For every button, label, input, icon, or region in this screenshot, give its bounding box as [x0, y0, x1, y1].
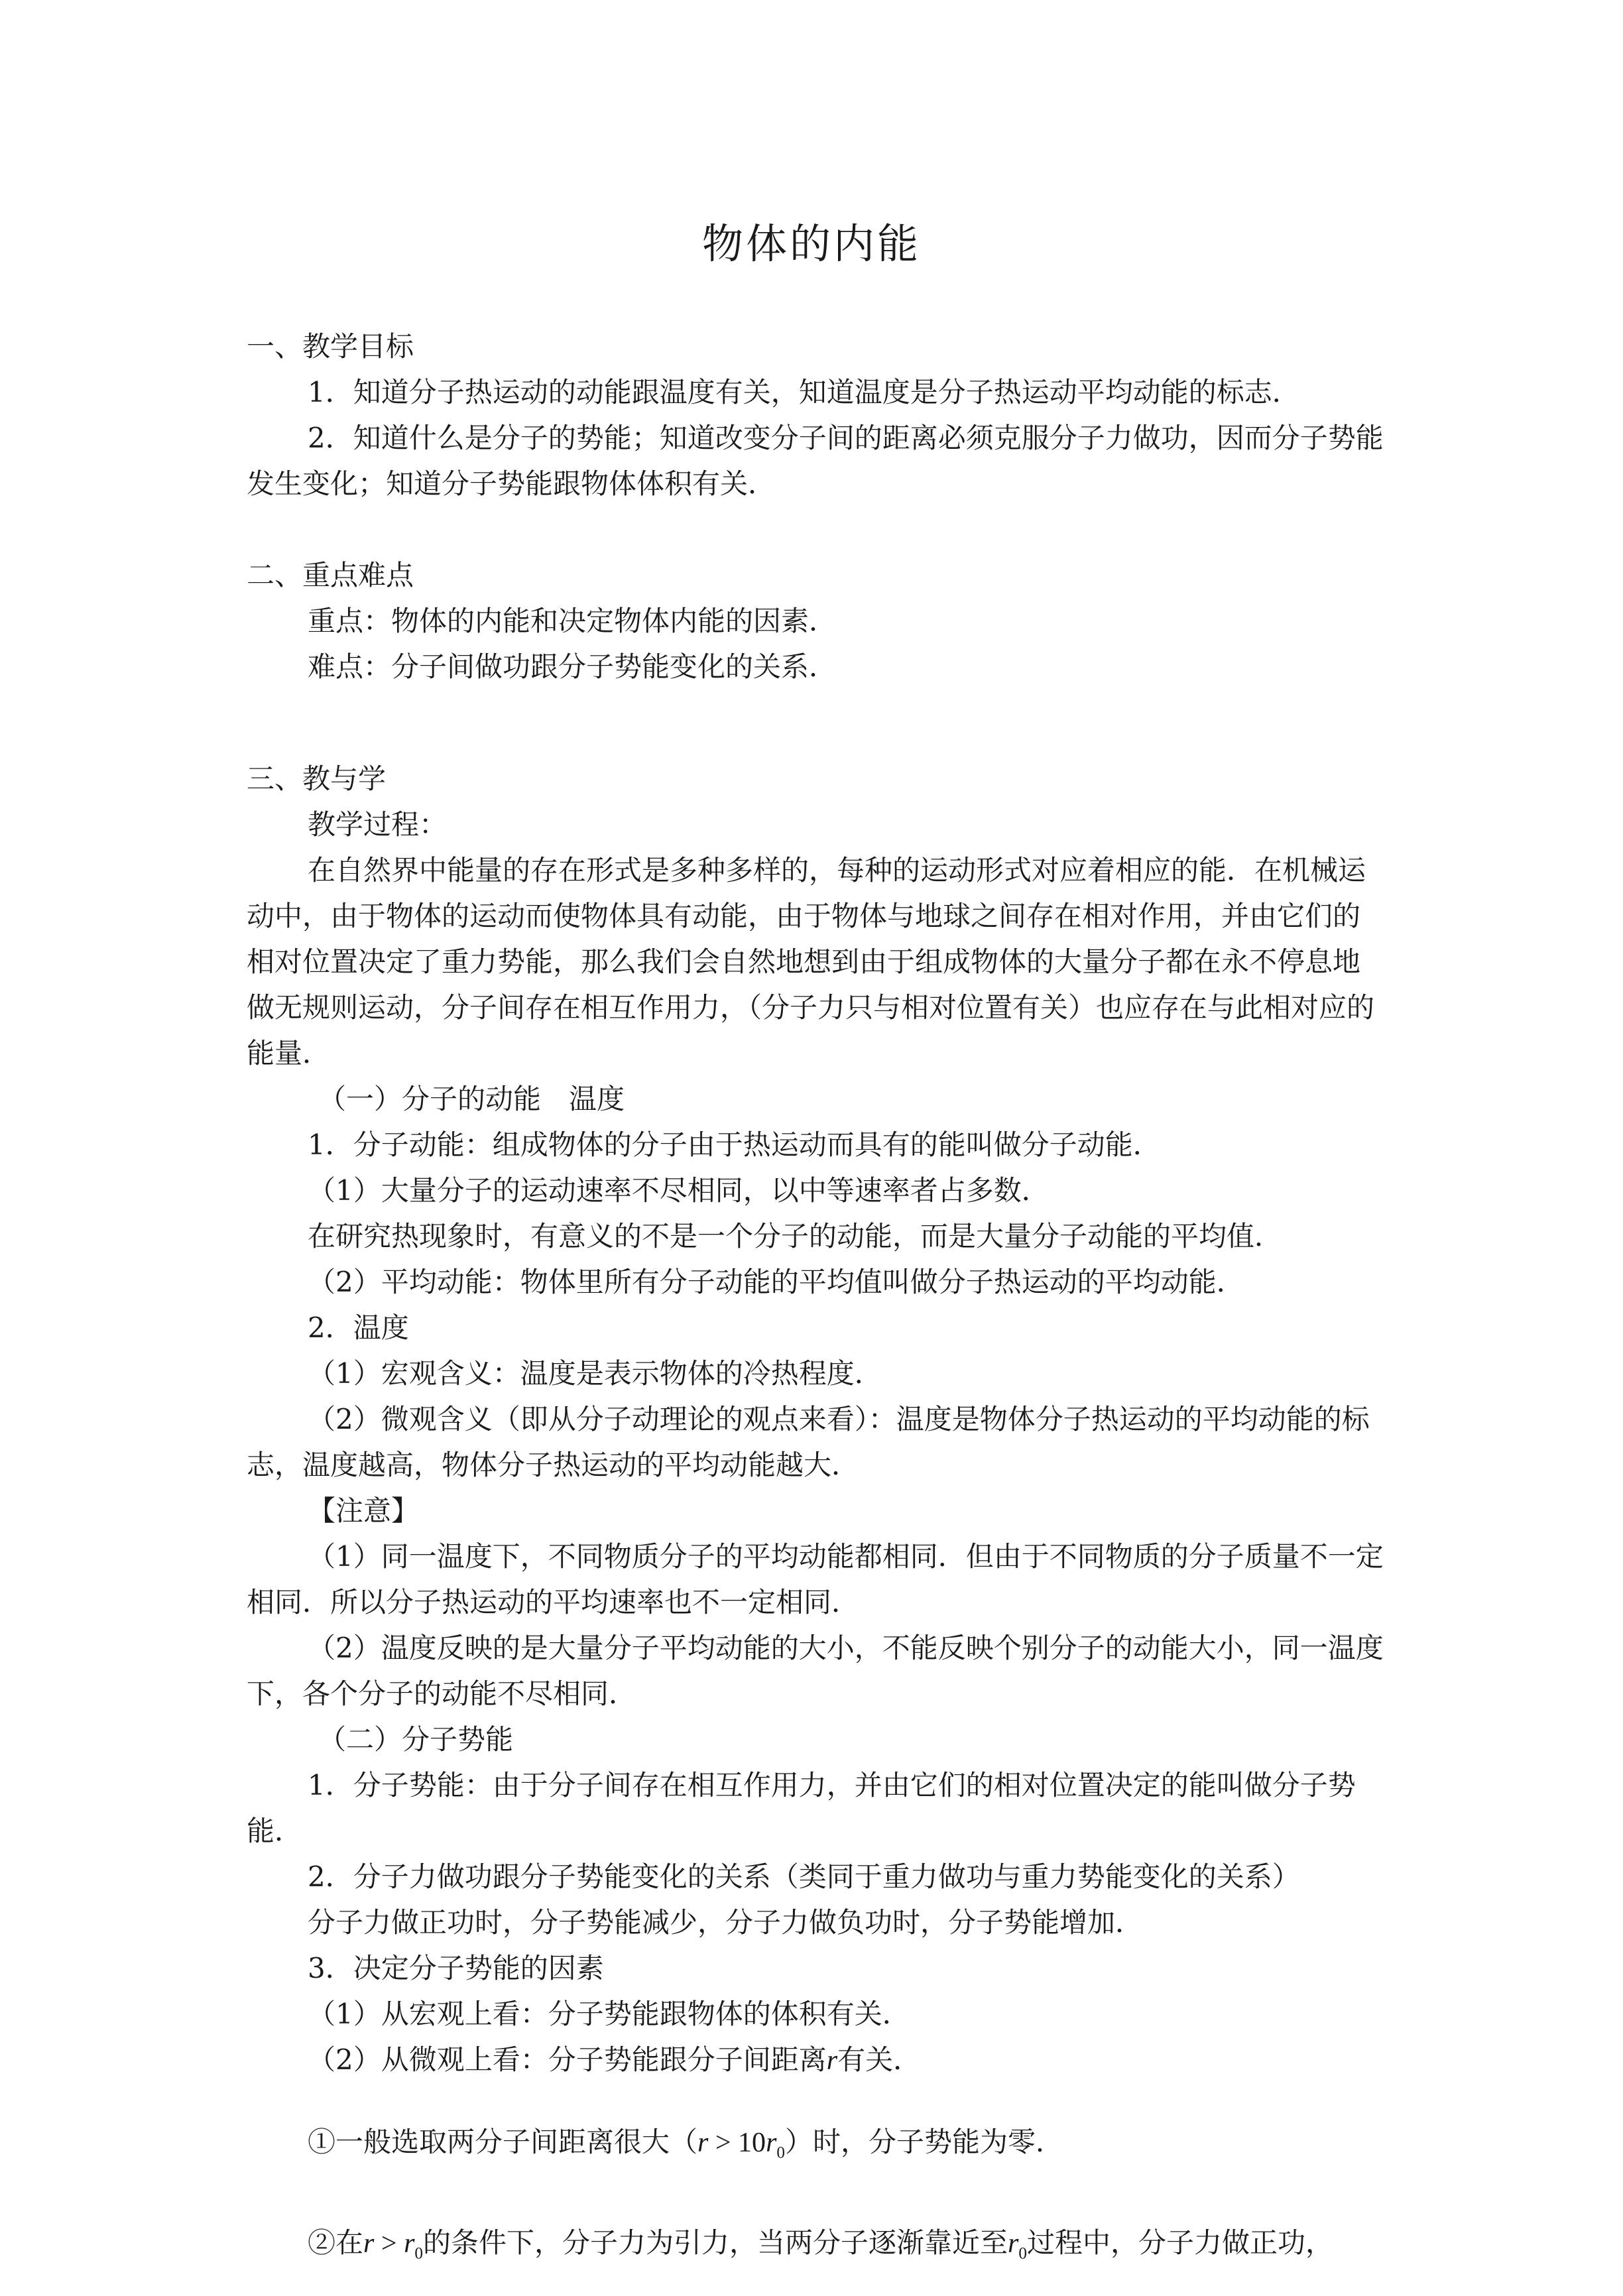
note-paragraph: （1）同一温度下，不同物质分子的平均动能都相同．但由于不同物质的分子质量不一定相同．所以分子热运动的平均速率也不一定相同．	[247, 1540, 1384, 1618]
paragraph: 2．分子力做功跟分子势能变化的关系（类同于重力做功与重力势能变化的关系）	[308, 1860, 1300, 1893]
paragraph: 1．分子动能：组成物体的分子由于热运动而具有的能叫做分子动能．	[308, 1128, 1161, 1161]
section-heading-objectives: 一、教学目标	[247, 330, 414, 363]
section-heading-teaching: 三、教与学	[247, 762, 387, 795]
math-variable: r	[826, 2045, 838, 2076]
page-title: 物体的内能	[701, 219, 921, 268]
condition-paragraph: ②在$r > r_0$的条件下，分子力为引力，当两分子逐渐靠近至$r_0$过程中，分子力做正功，	[308, 2226, 1333, 2263]
paragraph-with-variable: （2）从微观上看：分子势能跟分子间距离r有关．	[308, 2043, 922, 2076]
note-label: 【注意】	[308, 1494, 420, 1527]
process-label: 教学过程：	[308, 808, 448, 841]
objective-item: 2．知道什么是分子的势能；知道改变分子间的距离必须克服分子力做功，因而分子势能发生变化；知道分子势能跟物体体积有关．	[247, 422, 1384, 500]
condition-paragraph: ①一般选取两分子间距离很大$(r > 10r_0)$时，分子势能为零．	[308, 2126, 1064, 2162]
math-inequality: $r > r_0$	[363, 2228, 424, 2263]
objective-item: 1．知道分子热运动的动能跟温度有关，知道温度是分子热运动平均动能的标志．	[308, 376, 1300, 408]
paragraph: （1）大量分子的运动速率不尽相同，以中等速率者占多数．	[308, 1174, 1050, 1207]
paragraph: 分子力做正功时，分子势能减少，分子力做负功时，分子势能增加．	[308, 1906, 1144, 1939]
document-body	[247, 324, 1387, 2286]
math-variable: $r_0$	[1008, 2228, 1027, 2263]
difficult-point: 难点：分子间做功跟分子势能变化的关系．	[308, 650, 837, 683]
intro-paragraph: 在自然界中能量的存在形式是多种多样的，每种的运动形式对应着相应的能．在机械运动中，由于物体的运动而使物体具有动能，由于物体与地球之间存在相对作用，并由它们的相对位置决定了重力势能，那么我们会自然地想到由于组成物体的大量分子都在永不停息地做无规则运动，分子间存在相互作用力，（分子力只与相对位置有关）也应存在与此相对应的能量．	[247, 854, 1375, 1069]
paragraph: （2）平均动能：物体里所有分子动能的平均值叫做分子热运动的平均动能．	[308, 1266, 1244, 1298]
key-point: 重点：物体的内能和决定物体内能的因素．	[308, 605, 837, 637]
paragraph: 2．温度	[308, 1311, 409, 1344]
paragraph: （1）从宏观上看：分子势能跟物体的体积有关．	[308, 1998, 910, 2030]
subsection-heading-potential: （二）分子势能	[318, 1723, 514, 1756]
subsection-heading-kinetic: （一）分子的动能 温度	[318, 1083, 625, 1115]
paragraph: （2）微观含义（即从分子动理论的观点来看）：温度是物体分子热运动的平均动能的标志，温度越高，物体分子热运动的平均动能越大．	[247, 1403, 1370, 1481]
paragraph: （1）宏观含义：温度是表示物体的冷热程度．	[308, 1357, 882, 1390]
math-inequality: $r > 10r_0$	[697, 2128, 786, 2162]
paragraph: 1．分子势能：由于分子间存在相互作用力，并由它们的相对位置决定的能叫做分子势能．	[247, 1769, 1356, 1847]
paragraph: 3．决定分子势能的因素	[308, 1952, 604, 1984]
section-heading-key-points: 二、重点难点	[247, 559, 414, 591]
paragraph: 在研究热现象时，有意义的不是一个分子的动能，而是大量分子动能的平均值．	[308, 1220, 1283, 1252]
note-paragraph: （2）温度反映的是大量分子平均动能的大小，不能反映个别分子的动能大小，同一温度下，各个分子的动能不尽相同．	[247, 1632, 1384, 1710]
